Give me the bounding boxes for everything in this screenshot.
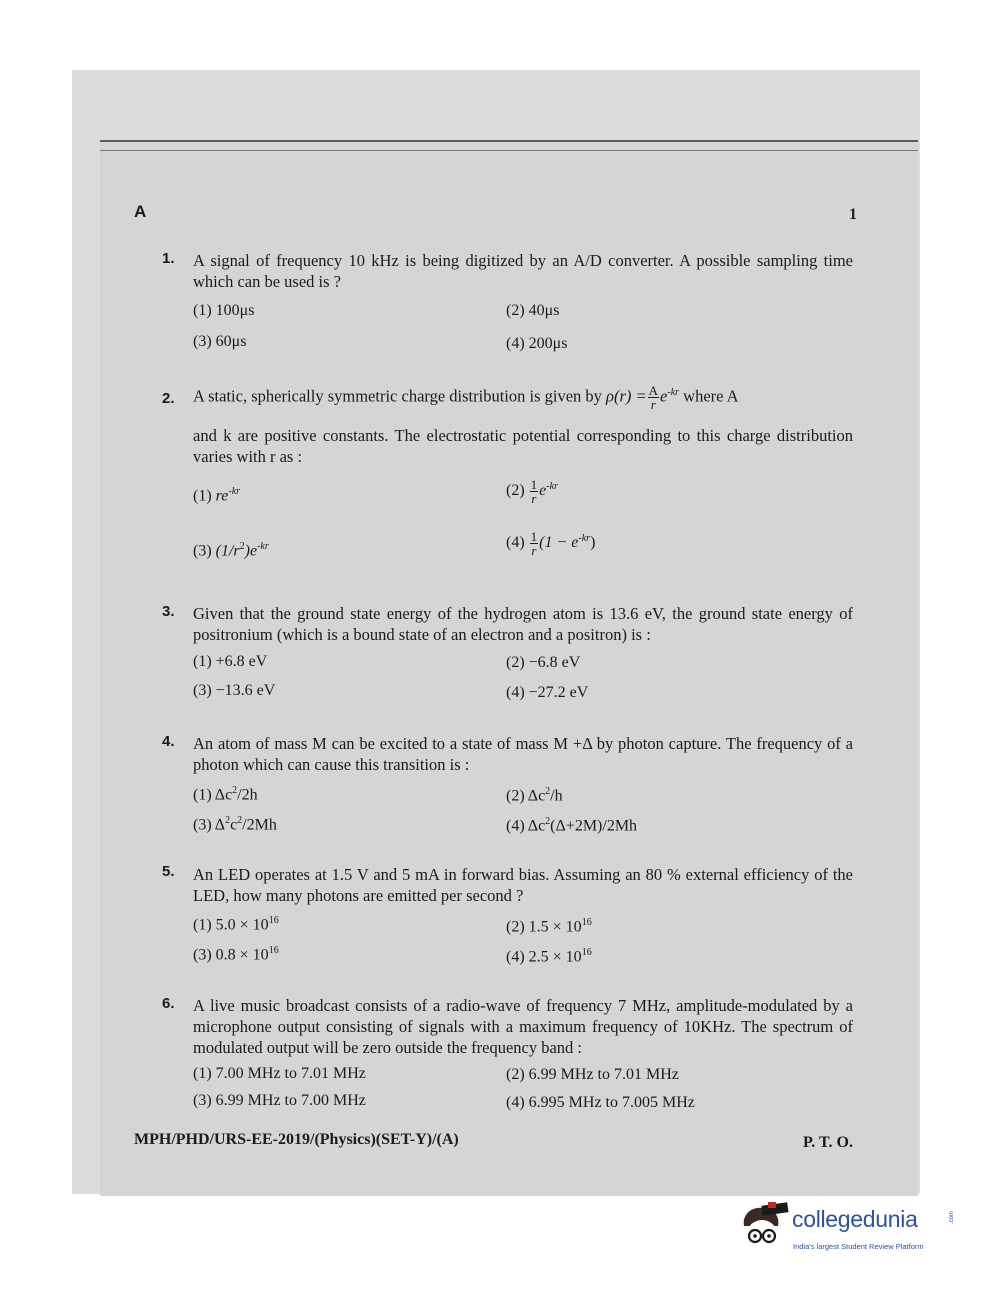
question-text: An atom of mass M can be excited to a state of mass M +Δ by photon capture. The frequency of a photon which can cause this transition is :: [193, 734, 853, 774]
fraction: $\frac{1}{r}$: [530, 529, 538, 558]
option: (2) $\Delta c^2/h$: [506, 786, 563, 805]
option: (3) 6.99 MHz to 7.00 MHz: [193, 1092, 366, 1109]
collegedunia-logo[interactable]: [736, 1200, 966, 1260]
question-text-part: A static, spherically symmetric charge distribution is given by: [193, 386, 607, 406]
brand-tagline: India's largest Student Review Platform: [793, 1242, 924, 1251]
pto-label: P. T. O.: [803, 1134, 853, 1151]
question-number: 3.: [162, 603, 175, 620]
option: (2) $\frac{1}{r}$ $e^{-kr}$: [506, 477, 558, 506]
student-mascot-icon: [736, 1200, 792, 1256]
option: (4) 200μs: [506, 335, 568, 352]
rho-expression: ρ(r) =: [606, 386, 647, 406]
question-number: 6.: [162, 995, 175, 1012]
paper-code: MPH/PHD/URS-EE-2019/(Physics)(SET-Y)/(A): [134, 1131, 459, 1148]
question-text-line1: [193, 382, 853, 411]
question-text: A live music broadcast consists of a radio-wave of frequency 7 MHz, amplitude-modulated by a microphone output consisting of signals with a maximum frequency of 10KHz. The spectrum of modulated output will be zero outside the frequency band :: [193, 996, 853, 1057]
option: (4) $\Delta c^2(\Delta+2M)/2Mh$: [506, 816, 638, 835]
option: (2) 6.99 MHz to 7.01 MHz: [506, 1066, 679, 1083]
option: (4) $\frac{1}{r}$ $(1 - e^{-kr})$: [506, 529, 596, 558]
question-number: 5.: [162, 863, 175, 880]
question-number: 2.: [162, 390, 175, 407]
question-number: 1.: [162, 250, 175, 267]
option: (4) $2.5 \times 10^{16}$: [506, 947, 592, 966]
exp-power: -kr: [667, 387, 680, 398]
question-number: 4.: [162, 733, 175, 750]
fraction: $\frac{1}{r}$: [530, 477, 538, 506]
option: (3) 60μs: [193, 333, 247, 350]
option: (3) $(1/r^2)e^{-kr}$: [193, 541, 269, 560]
question-text: A signal of frequency 10 kHz is being digitized by an A/D converter. A possible sampling time which can be used is ?: [193, 251, 853, 291]
option: (1) $\Delta c^2/2h$: [193, 785, 258, 804]
option: (3) $0.8 \times 10^{16}$: [193, 945, 279, 964]
fraction: [648, 384, 659, 411]
option: (1) +6.8 eV: [193, 653, 268, 670]
question-text: and k are positive constants. The electrostatic potential corresponding to this charge distribution varies with r as :: [193, 426, 853, 466]
fraction-numerator: A: [648, 383, 659, 399]
set-letter: A: [134, 202, 147, 221]
option: (1) $re^{-kr}$: [193, 486, 241, 505]
option: (4) −27.2 eV: [506, 684, 589, 701]
option: (2) 40μs: [506, 302, 560, 319]
question-text: Given that the ground state energy of the hydrogen atom is 13.6 eV, the ground state energy of positronium (which is a bound state of an electron and a positron) is :: [193, 604, 853, 644]
question-text: An LED operates at 1.5 V and 5 mA in forward bias. Assuming an 80 % external efficiency of the LED, how many photons are emitted per second ?: [193, 865, 853, 905]
option: (1) 7.00 MHz to 7.01 MHz: [193, 1065, 366, 1082]
fraction-denominator: r: [650, 397, 656, 413]
option: (1) $5.0 \times 10^{16}$: [193, 915, 279, 934]
brand-name: collegedunia: [792, 1206, 918, 1232]
exp-base: e: [660, 386, 668, 406]
page-number: 1: [849, 206, 857, 223]
option: (2) −6.8 eV: [506, 654, 581, 671]
brand-com: .com: [949, 1210, 955, 1224]
option: (2) $1.5 \times 10^{16}$: [506, 917, 592, 936]
option: (3) −13.6 eV: [193, 682, 276, 699]
question-text-part: where A: [679, 386, 739, 406]
option: (4) 6.995 MHz to 7.005 MHz: [506, 1094, 695, 1111]
option: (3) $\Delta^2c^2/2Mh$: [193, 815, 277, 834]
option: (1) 100μs: [193, 302, 255, 319]
